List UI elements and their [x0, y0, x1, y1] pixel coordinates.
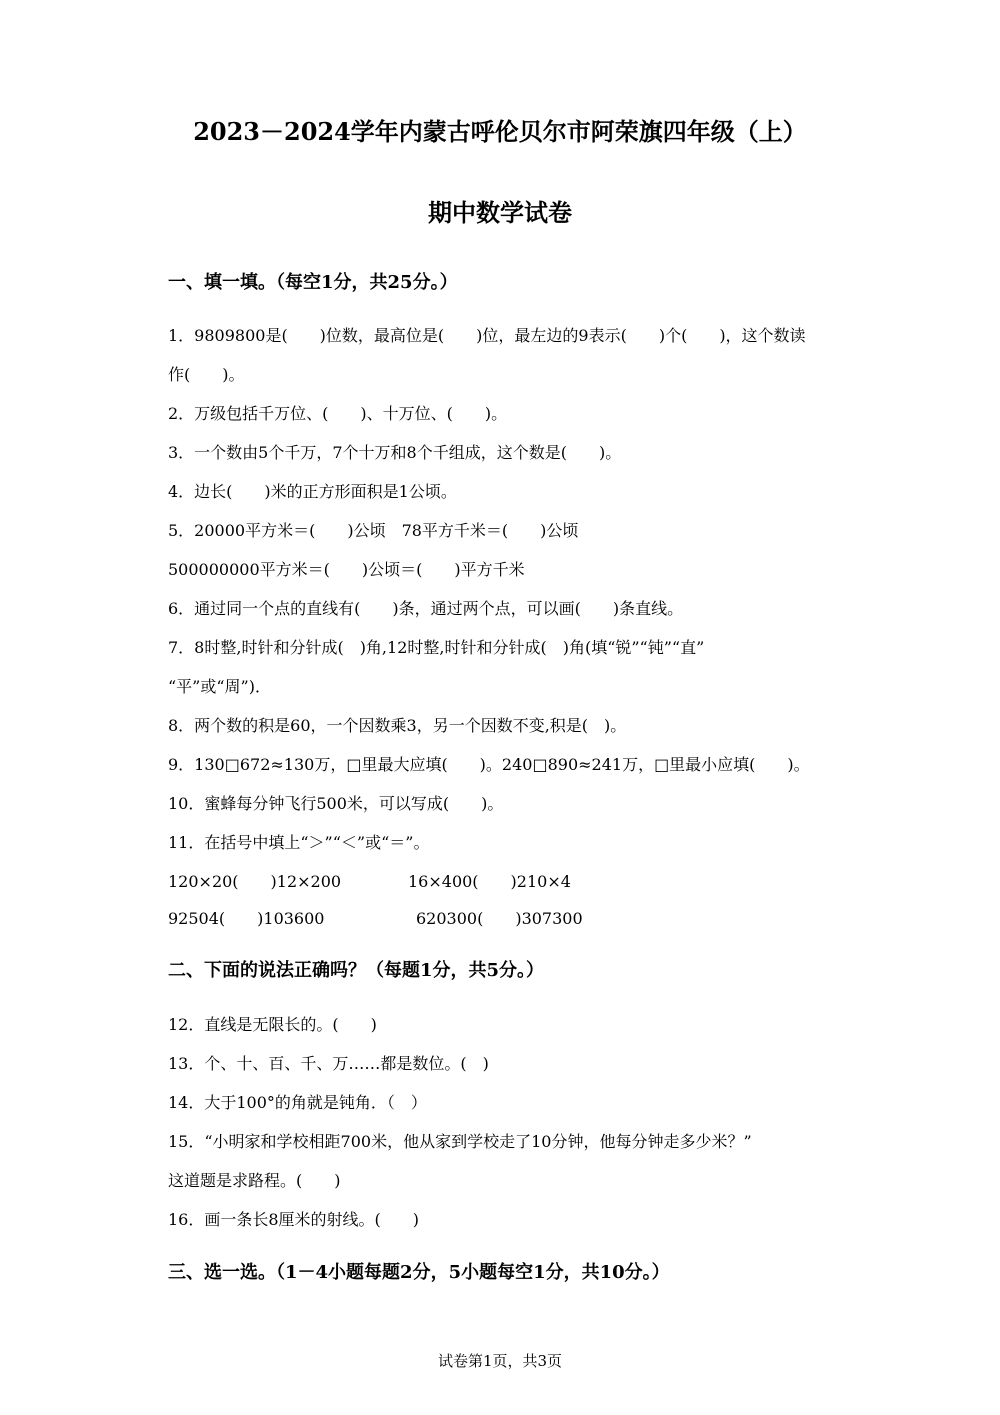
question-6: 6．通过同一个点的直线有( )条，通过两个点，可以画( )条直线。: [168, 599, 684, 618]
section-2-heading: 二、下面的说法正确吗？（每题1分，共5分。）: [168, 960, 545, 981]
page-title-line-2: 期中数学试卷: [428, 198, 572, 227]
section-1-heading: 一、填一填。（每空1分，共25分。）: [168, 272, 458, 293]
question-1-line-1: 1．9809800是( )位数，最高位是( )位，最左边的9表示( )个( )，这个数读: [168, 326, 806, 345]
question-11-row-2-left: 92504( )103600: [168, 909, 325, 928]
question-9: 9．130□672≈130万，□里最大应填( )。240□890≈241万，□里最小应填( )。: [168, 755, 810, 774]
question-5-line-1: 5．20000平方米＝( )公顷 78平方千米＝( )公顷: [168, 521, 579, 540]
question-4: 4．边长( )米的正方形面积是1公顷。: [168, 482, 457, 501]
question-14: 14．大于100°的角就是钝角．（ ）: [168, 1093, 427, 1112]
question-11-row-1-left: 120×20( )12×200: [168, 872, 342, 891]
question-8: 8．两个数的积是60，一个因数乘3，另一个因数不变,积是( )。: [168, 716, 627, 735]
question-11: 11．在括号中填上“＞”“＜”或“＝”。: [168, 833, 430, 852]
question-3: 3．一个数由5个千万，7个十万和8个千组成，这个数是( )。: [168, 443, 622, 462]
question-13: 13．个、十、百、千、万……都是数位。( ): [168, 1054, 489, 1073]
question-1-line-2: 作( )。: [168, 365, 245, 384]
question-2: 2．万级包括千万位、( )、十万位、( )。: [168, 404, 508, 423]
question-15-line-1: 15．“小明家和学校相距700米，他从家到学校走了10分钟，他每分钟走多少米？”: [168, 1132, 752, 1151]
question-12: 12．直线是无限长的。( ): [168, 1015, 377, 1034]
question-15-line-2: 这道题是求路程。( ): [168, 1171, 341, 1190]
question-16: 16．画一条长8厘米的射线。( ): [168, 1210, 420, 1229]
question-10: 10．蜜蜂每分钟飞行500米，可以写成( )。: [168, 794, 504, 813]
question-7-line-1: 7．8时整,时针和分针成( )角,12时整,时针和分针成( )角(填“锐”“钝”“直”: [168, 638, 705, 657]
question-11-row-2-right: 620300( )307300: [416, 909, 583, 928]
page-title-line-1: 2023－2024学年内蒙古呼伦贝尔市阿荣旗四年级（上）: [193, 117, 807, 146]
question-11-row-1-right: 16×400( )210×4: [408, 872, 571, 891]
question-7-line-2: “平”或“周”)．: [168, 677, 271, 696]
question-5-line-2: 500000000平方米＝( )公顷＝( )平方千米: [168, 560, 525, 579]
page-footer: 试卷第1页，共3页: [437, 1352, 563, 1370]
section-3-heading: 三、选一选。（1－4小题每题2分，5小题每空1分，共10分。）: [168, 1262, 670, 1283]
